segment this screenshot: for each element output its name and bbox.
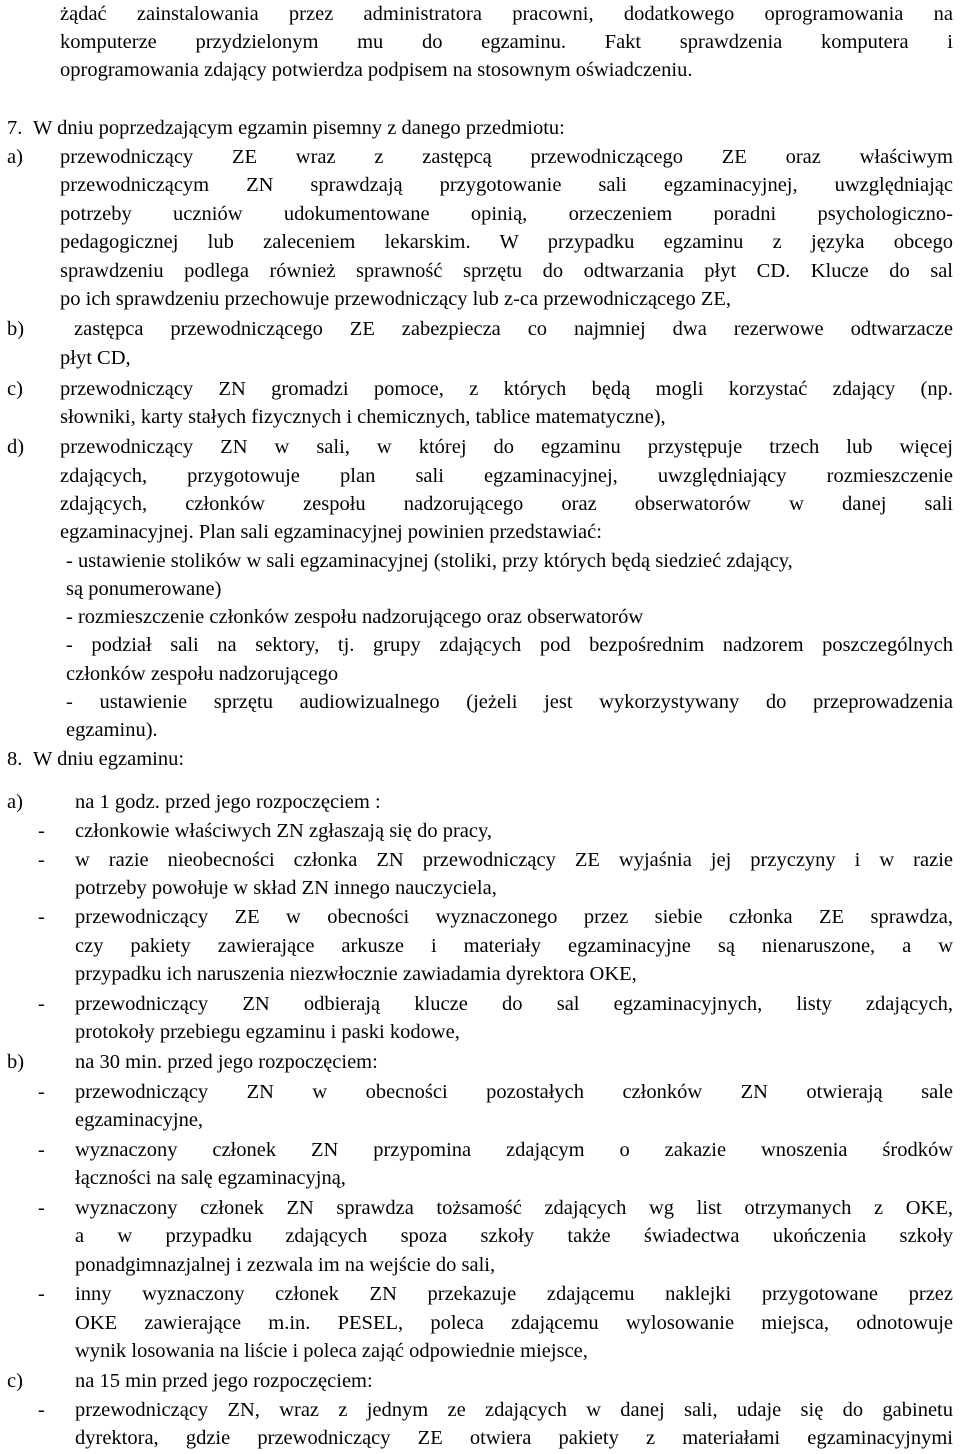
bullet-8b-4-line-2: OKE zawierające m.in. PESEL, poleca zdającemu wylosowanie miejsca, odnotowuje <box>75 1312 953 1334</box>
item-7a-line-1: przewodniczący ZE wraz z zastępcą przewodniczącego ZE oraz właściwym <box>60 146 953 168</box>
item-7d-line-10: - ustawienie sprzętu audiowizualnego (jeżeli jest wykorzystywany do przeprowadzenia <box>66 691 953 713</box>
bullet-dash: - <box>38 1197 45 1219</box>
bullet-8a-3-line-2: czy pakiety zawierające arkusze i materiały egzaminacyjne są nienaruszone, a w <box>75 935 953 957</box>
bullet-8a-4-line-1: przewodniczący ZN odbierają klucze do sal egzaminacyjnych, listy zdających, <box>75 993 953 1015</box>
section-8-number: 8. <box>7 748 23 770</box>
bullet-8b-3-line-3: ponadgimnazjalnej i zezwala im na wejście do sali, <box>75 1254 496 1276</box>
item-8c-marker: c) <box>7 1370 23 1392</box>
item-7d-line-11: egzaminu). <box>66 719 158 741</box>
intro-line-2: komputerze przydzielonym mu do egzaminu. Fakt sprawdzenia komputera i <box>60 31 953 53</box>
bullet-dash: - <box>38 1081 45 1103</box>
bullet-8b-4-line-1: inny wyznaczony członek ZN przekazuje zdającemu naklejki przygotowane przez <box>75 1283 953 1305</box>
section-7-heading: W dniu poprzedzającym egzamin pisemny z danego przedmiotu: <box>33 117 565 139</box>
bullet-dash: - <box>38 849 45 871</box>
intro-line-1: żądać zainstalowania przez administratora pracowni, dodatkowego oprogramowania na <box>60 3 953 25</box>
section-7-number: 7. <box>7 117 23 139</box>
item-7d-marker: d) <box>7 436 25 458</box>
item-7a-line-5: sprawdzeniu podlega również sprawność sprzętu do odtwarzania płyt CD. Klucze do sal <box>60 260 953 282</box>
item-7d-line-7: - rozmieszczenie członków zespołu nadzorującego oraz obserwatorów <box>66 606 644 628</box>
item-8a-marker: a) <box>7 791 23 813</box>
bullet-dash: - <box>38 1399 45 1421</box>
item-7a-line-3: potrzeby uczniów udokumentowane opinią, orzeczeniem poradni psychologiczno- <box>60 203 953 225</box>
bullet-8b-2-line-1: wyznaczony członek ZN przypomina zdającym o zakazie wnoszenia środków <box>75 1139 953 1161</box>
bullet-8b-1-line-1: przewodniczący ZN w obecności pozostałych członków ZN otwierają sale <box>75 1081 953 1103</box>
bullet-dash: - <box>38 1283 45 1305</box>
bullet-8a-4-line-2: protokoły przebiegu egzaminu i paski kodowe, <box>75 1021 460 1043</box>
bullet-dash: - <box>38 993 45 1015</box>
item-7c-marker: c) <box>7 378 23 400</box>
item-7d-line-6: są ponumerowane) <box>66 578 222 600</box>
item-7a-marker: a) <box>7 146 23 168</box>
intro-line-3: oprogramowania zdający potwierdza podpisem na stosownym oświadczeniu. <box>60 59 693 81</box>
item-7a-line-2: przewodniczącym ZN sprawdzają przygotowanie sali egzaminacyjnej, uwzględniając <box>60 174 953 196</box>
section-8-heading: W dniu egzaminu: <box>33 748 185 770</box>
bullet-8b-4-line-3: wynik losowania na liście i poleca zająć odpowiednie miejsce, <box>75 1340 588 1362</box>
bullet-8c-1-line-2: dyrektora, gdzie przewodniczący ZE otwiera pakiety z materiałami egzaminacyjnymi <box>75 1427 953 1449</box>
item-7c-line-2: słowniki, karty stałych fizycznych i chemicznych, tablice matematyczne), <box>60 406 666 428</box>
item-8c-title: na 15 min przed jego rozpoczęciem: <box>75 1370 373 1392</box>
bullet-dash: - <box>38 1139 45 1161</box>
item-7d-line-8: - podział sali na sektory, tj. grupy zdających pod bezpośrednim nadzorem poszczególnych <box>66 634 953 656</box>
bullet-8b-3-line-2: a w przypadku zdających spoza szkoły także świadectwa ukończenia szkoły <box>75 1225 953 1247</box>
bullet-8a-1-line-1: członkowie właściwych ZN zgłaszają się do pracy, <box>75 820 493 842</box>
item-7d-line-9: członków zespołu nadzorującego <box>66 663 339 685</box>
item-7d-line-3: zdających, członków zespołu nadzorującego oraz obserwatorów w danej sali <box>60 493 953 515</box>
bullet-8a-3-line-3: przypadku ich naruszenia niezwłocznie zawiadamia dyrektora OKE, <box>75 963 637 985</box>
bullet-8a-3-line-1: przewodniczący ZE w obecności wyznaczonego przez siebie członka ZE sprawdza, <box>75 906 953 928</box>
bullet-8b-3-line-1: wyznaczony członek ZN sprawdza tożsamość zdających wg list otrzymanych z OKE, <box>75 1197 953 1219</box>
item-7b-line-1: zastępca przewodniczącego ZE zabezpiecza co najmniej dwa rezerwowe odtwarzacze <box>74 318 953 340</box>
bullet-8a-2-line-2: potrzeby powołuje w skład ZN innego nauczyciela, <box>75 877 497 899</box>
item-7b-line-2: płyt CD, <box>60 347 131 369</box>
bullet-dash: - <box>38 906 45 928</box>
bullet-dash: - <box>38 820 45 842</box>
item-7c-line-1: przewodniczący ZN gromadzi pomoce, z których będą mogli korzystać zdający (np. <box>60 378 953 400</box>
item-7d-line-1: przewodniczący ZN w sali, w której do egzaminu przystępuje trzech lub więcej <box>60 436 953 458</box>
item-8a-title: na 1 godz. przed jego rozpoczęciem : <box>75 791 381 813</box>
bullet-8a-2-line-1: w razie nieobecności członka ZN przewodniczący ZE wyjaśnia jej przyczyny i w razie <box>75 849 953 871</box>
item-8b-marker: b) <box>7 1051 25 1073</box>
bullet-8b-1-line-2: egzaminacyjne, <box>75 1109 204 1131</box>
item-8b-title: na 30 min. przed jego rozpoczęciem: <box>75 1051 378 1073</box>
item-7d-line-2: zdających, przygotowuje plan sali egzaminacyjnej, uwzględniający rozmieszczenie <box>60 465 953 487</box>
item-7d-line-5: - ustawienie stolików w sali egzaminacyjnej (stoliki, przy których będą siedzieć zdający, <box>66 550 793 572</box>
item-7a-line-6: po ich sprawdzeniu przechowuje przewodniczący lub z-ca przewodniczącego ZE, <box>60 288 732 310</box>
item-7d-line-4: egzaminacyjnej. Plan sali egzaminacyjnej powinien przedstawiać: <box>60 521 602 543</box>
item-7b-marker: b) <box>7 318 25 340</box>
bullet-8c-1-line-1: przewodniczący ZN, wraz z jednym ze zdających w danej sali, udaje się do gabinetu <box>75 1399 953 1421</box>
bullet-8b-2-line-2: łączności na salę egzaminacyjną, <box>75 1167 346 1189</box>
item-7a-line-4: pedagogicznej lub zaleceniem lekarskim. W przypadku egzaminu z języka obcego <box>60 231 953 253</box>
